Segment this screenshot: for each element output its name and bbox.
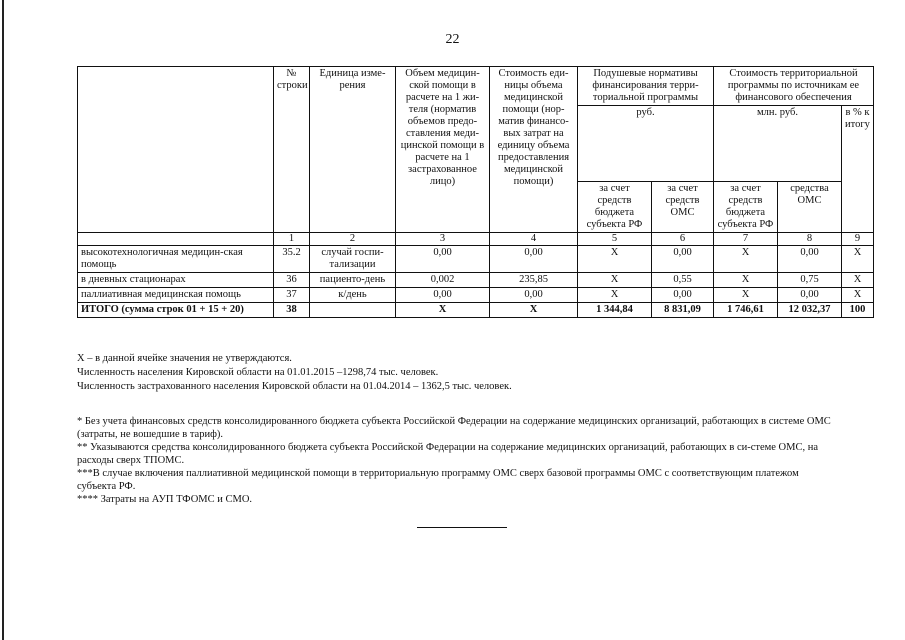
- row-total-budget: X: [714, 273, 778, 288]
- footnote-3: ***В случае включения паллиативной медицинской помощи в территориальную программу ОМС сверх базовой программы ОМС с соответствующим платежом субъекта РФ.: [77, 468, 799, 492]
- note-x-legend: X – в данной ячейке значения не утверждаются.: [77, 353, 292, 364]
- row-unit: случай госпи-тализации: [310, 246, 396, 273]
- header-volume: Объем медицин-ской помощи в расчете на 1 жи-теля (норматив объемов предо-ставления меди-цинской помощи в расчете на 1 застрахованное лицо): [396, 67, 490, 233]
- financing-table: [77, 66, 874, 318]
- row-total-percent: X: [842, 288, 874, 303]
- total-total-percent: 100: [842, 303, 874, 318]
- row-total-percent: X: [842, 273, 874, 288]
- header-row-1: [78, 67, 874, 106]
- column-number: 9: [842, 233, 874, 246]
- row-per-capita-oms: 0,55: [652, 273, 714, 288]
- column-number: 4: [490, 233, 578, 246]
- page-number: 22: [445, 32, 460, 47]
- row-per-capita-budget: X: [578, 273, 652, 288]
- total-cost: X: [490, 303, 578, 318]
- table-row: [78, 273, 874, 288]
- row-total-oms: 0,75: [778, 273, 842, 288]
- row-unit: к/день: [310, 288, 396, 303]
- header-cost: Стоимость еди-ницы объема медицинской помощи (нор-матив финансо-вых затрат на единицу объема предоставления медицинской помощи): [490, 67, 578, 233]
- column-number: 7: [714, 233, 778, 246]
- row-cost: 235,85: [490, 273, 578, 288]
- footnote-1: * Без учета финансовых средств консолидированного бюджета субъекта Российской Федерации на содержание медицинских организаций, работающих в системе ОМС (затраты, не вошедшие в тариф).: [77, 416, 831, 440]
- end-divider: [417, 527, 507, 528]
- header-total-group: Стоимость территориальной программы по источникам ее финансового обеспечения: [714, 67, 874, 106]
- header-total-oms: средства ОМС: [778, 182, 842, 233]
- total-number: 38: [274, 303, 310, 318]
- column-number: 3: [396, 233, 490, 246]
- row-volume: 0,00: [396, 288, 490, 303]
- total-unit: [310, 303, 396, 318]
- column-number: [78, 233, 274, 246]
- column-number: 6: [652, 233, 714, 246]
- total-total-budget: 1 746,61: [714, 303, 778, 318]
- header-unit: Единица изме-рения: [310, 67, 396, 233]
- note-insured-population: Численность застрахованного населения Кировской области на 01.04.2014 – 1362,5 тыс. человек.: [77, 381, 512, 392]
- row-per-capita-budget: X: [578, 288, 652, 303]
- row-name: паллиативная медицинская помощь: [78, 288, 274, 303]
- footnote-2: ** Указываются средства консолидированного бюджета субъекта Российской Федерации на содержание медицинских организаций, работающих в си-стеме ОМС, на расходы сверх ТПОМС.: [77, 442, 819, 466]
- footnote-4: **** Затраты на АУП ТФОМС и СМО.: [77, 494, 253, 505]
- row-total-budget: X: [714, 246, 778, 273]
- column-number: 5: [578, 233, 652, 246]
- column-number: 2: [310, 233, 396, 246]
- row-total-budget: X: [714, 288, 778, 303]
- header-total-budget: за счет средств бюджета субъекта РФ: [714, 182, 778, 233]
- row-cost: 0,00: [490, 246, 578, 273]
- header-total-percent: в % к итогу: [842, 106, 874, 233]
- column-number-row: [78, 233, 874, 246]
- row-total-oms: 0,00: [778, 288, 842, 303]
- row-per-capita-budget: X: [578, 246, 652, 273]
- row-volume: 0,002: [396, 273, 490, 288]
- row-per-capita-oms: 0,00: [652, 288, 714, 303]
- row-total-percent: X: [842, 246, 874, 273]
- column-number: 8: [778, 233, 842, 246]
- row-total-oms: 0,00: [778, 246, 842, 273]
- header-name: [78, 67, 274, 233]
- total-row: [78, 303, 874, 318]
- row-name: высокотехнологичная медицин-ская помощь: [78, 246, 274, 273]
- row-number: 36: [274, 273, 310, 288]
- row-number: 37: [274, 288, 310, 303]
- column-number: 1: [274, 233, 310, 246]
- row-per-capita-oms: 0,00: [652, 246, 714, 273]
- total-per-capita-budget: 1 344,84: [578, 303, 652, 318]
- row-number: 35.2: [274, 246, 310, 273]
- page-left-border: [2, 0, 4, 640]
- header-per-capita-group: Подушевые нормативы финансирования терри-ториальной программы: [578, 67, 714, 106]
- table-row: [78, 288, 874, 303]
- header-per-capita-budget: за счет средств бюджета субъекта РФ: [578, 182, 652, 233]
- header-total-unit: млн. руб.: [714, 106, 842, 182]
- row-unit: пациенто-день: [310, 273, 396, 288]
- row-volume: 0,00: [396, 246, 490, 273]
- notes: [77, 352, 777, 394]
- table-row: [78, 246, 874, 273]
- header-per-capita-oms: за счет средств ОМС: [652, 182, 714, 233]
- total-per-capita-oms: 8 831,09: [652, 303, 714, 318]
- total-total-oms: 12 032,37: [778, 303, 842, 318]
- footnotes: [77, 415, 837, 506]
- header-row-no: № строки: [274, 67, 310, 233]
- row-cost: 0,00: [490, 288, 578, 303]
- row-name: в дневных стационарах: [78, 273, 274, 288]
- header-per-capita-unit: руб.: [578, 106, 714, 182]
- total-name: ИТОГО (сумма строк 01 + 15 + 20): [78, 303, 274, 318]
- total-volume: X: [396, 303, 490, 318]
- note-population: Численность населения Кировской области на 01.01.2015 –1298,74 тыс. человек.: [77, 367, 439, 378]
